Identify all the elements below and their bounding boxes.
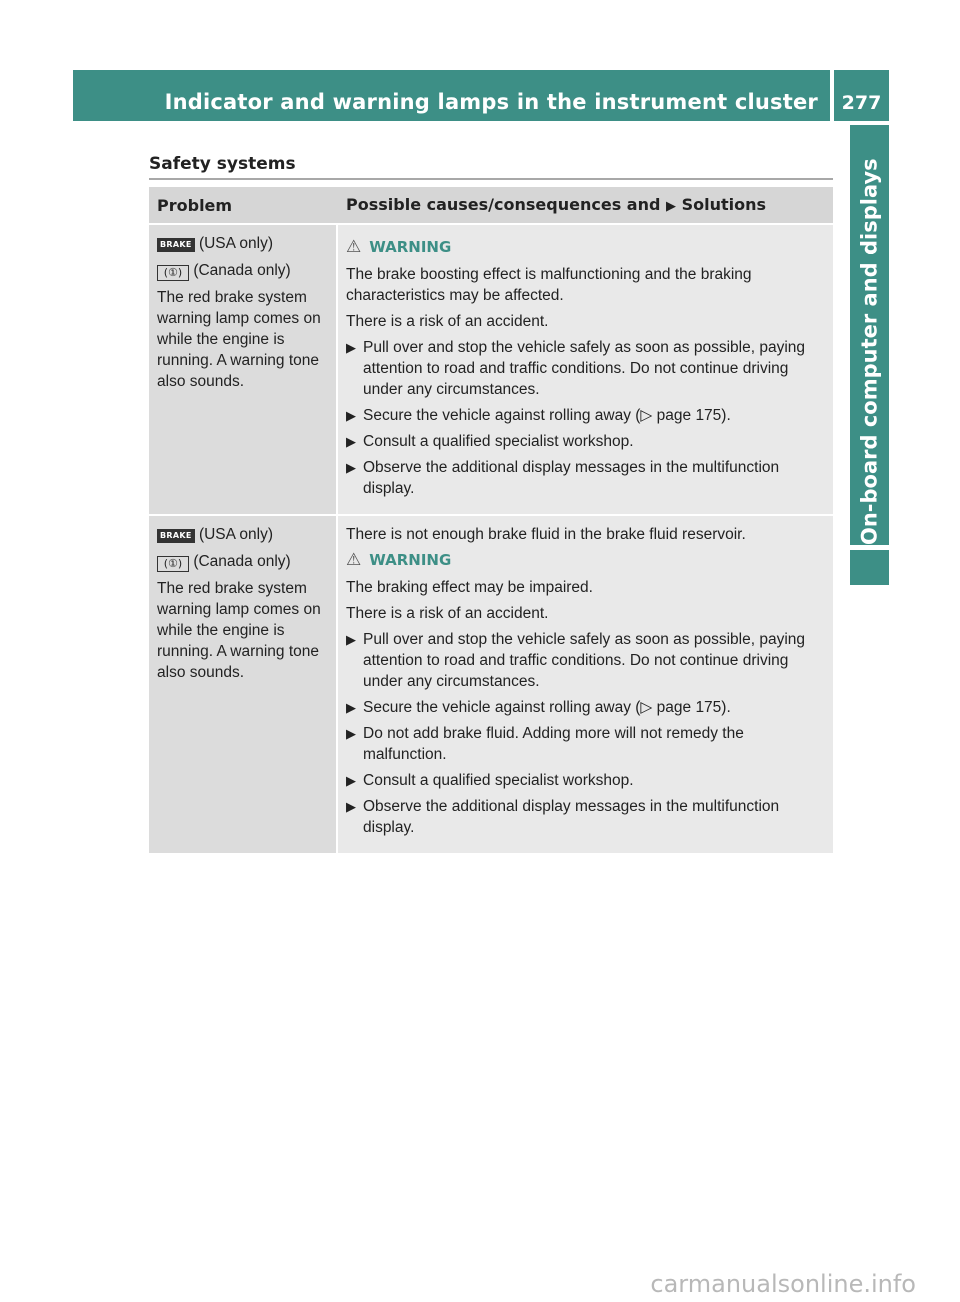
column-header-solutions: Possible causes/consequences and ▶ Solutions	[338, 187, 833, 225]
arrow-right-icon: ▶	[346, 460, 356, 475]
side-tab-label: On-board computer and displays	[857, 158, 882, 545]
indicator-usa: BRAKE (USA only)	[157, 524, 328, 545]
solutions-cell	[338, 225, 833, 514]
page-link[interactable]: Secure the vehicle against rolling away (▷ page 175).	[363, 407, 731, 424]
arrow-right-icon: ▶	[346, 726, 356, 741]
arrow-right-icon: ▶	[346, 799, 356, 814]
table-header-row	[149, 187, 833, 225]
risk-text: There is a risk of an accident.	[346, 605, 549, 622]
arrow-right-icon: ▶	[346, 434, 356, 449]
side-tab-marker	[850, 550, 889, 585]
warning-triangle-icon: ⚠	[346, 550, 362, 570]
brake-lamp-icon: BRAKE	[157, 529, 195, 543]
page-header-title: Indicator and warning lamps in the instrument cluster	[164, 90, 818, 114]
indicator-usa: BRAKE (USA only)	[157, 233, 328, 254]
problem-description: The red brake system warning lamp comes on while the engine is running. A warning tone also sounds.	[157, 580, 321, 681]
header-bar	[73, 70, 830, 121]
arrow-right-icon: ▶	[666, 198, 676, 214]
cause-text: There is not enough brake fluid in the brake fluid reservoir.	[346, 526, 746, 543]
list-item: ▶ Consult a qualified specialist workshop.	[346, 433, 634, 450]
problem-cell	[149, 514, 338, 853]
list-item: ▶ Consult a qualified specialist workshop.	[346, 772, 634, 789]
brake-circle-icon: (①)	[157, 556, 189, 572]
arrow-right-icon: ▶	[346, 408, 356, 423]
list-item: ▶ Observe the additional display messages in the multifunction display.	[346, 459, 780, 497]
problem-cell	[149, 225, 338, 514]
page-number-box	[834, 70, 889, 121]
table-row	[149, 514, 833, 853]
warning-heading: ⚠ WARNING	[346, 550, 452, 570]
solutions-cell	[338, 514, 833, 853]
list-item: ▶ Pull over and stop the vehicle safely as soon as possible, paying attention to road and traffic conditions. Do not continue driving under any circumstances.	[346, 631, 806, 690]
section-divider	[149, 178, 833, 180]
arrow-right-icon: ▶	[346, 773, 356, 788]
list-item: ▶ Observe the additional display messages in the multifunction display.	[346, 798, 780, 836]
section-title: Safety systems	[149, 154, 296, 174]
list-item	[346, 697, 825, 718]
risk-text: There is a risk of an accident.	[346, 313, 549, 330]
warning-text: The brake boosting effect is malfunctioning and the braking characteristics may be affected.	[346, 266, 752, 304]
column-header-problem: Problem	[149, 187, 338, 225]
arrow-right-icon: ▶	[346, 632, 356, 647]
arrow-right-icon: ▶	[346, 700, 356, 715]
list-item: ▶ Do not add brake fluid. Adding more will not remedy the malfunction.	[346, 725, 744, 763]
page-link[interactable]: Secure the vehicle against rolling away (▷ page 175).	[363, 699, 731, 716]
arrow-right-icon: ▶	[346, 340, 356, 355]
indicator-canada: (①) (Canada only)	[157, 260, 328, 281]
safety-systems-table	[149, 187, 833, 853]
warning-triangle-icon: ⚠	[346, 237, 362, 257]
brake-lamp-icon: BRAKE	[157, 238, 195, 252]
warning-text: The braking effect may be impaired.	[346, 579, 593, 596]
page-number: 277	[841, 92, 882, 114]
list-item	[346, 405, 825, 426]
table-row	[149, 225, 833, 514]
list-item: ▶ Pull over and stop the vehicle safely as soon as possible, paying attention to road and traffic conditions. Do not continue driving under any circumstances.	[346, 339, 806, 398]
problem-description: The red brake system warning lamp comes on while the engine is running. A warning tone also sounds.	[157, 289, 321, 390]
indicator-canada: (①) (Canada only)	[157, 551, 328, 572]
brake-circle-icon: (①)	[157, 265, 189, 281]
footer-watermark[interactable]: carmanualsonline.info	[650, 1270, 916, 1298]
warning-heading: ⚠ WARNING	[346, 237, 452, 257]
